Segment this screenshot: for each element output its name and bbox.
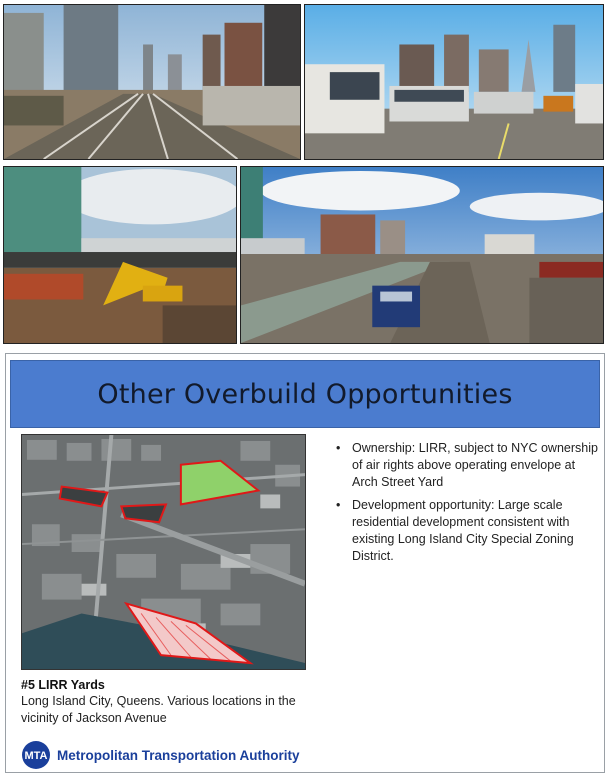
mta-name: Metropolitan Transportation Authority: [57, 747, 300, 763]
bullet-ownership: • Ownership: LIRR, subject to NYC ownership of air rights above operating envelope at Arch Street Yard: [334, 440, 599, 491]
bullet-development: • Development opportunity: Large scale residential development consistent with existing Long Island City Special Zoning District.: [334, 497, 599, 565]
svg-text:MTA: MTA: [24, 750, 48, 762]
opportunity-panel: [5, 353, 605, 773]
rail-yard-photo: [240, 166, 604, 344]
panel-title: Other Overbuild Opportunities: [97, 378, 513, 410]
title-banner: [10, 360, 600, 428]
rail-tracks-photo: [3, 4, 301, 160]
site-title: #5 LIRR Yards: [21, 678, 105, 692]
opportunity-bullets: [334, 440, 599, 571]
bus-depot-photo: [304, 4, 604, 160]
site-description: Long Island City, Queens. Various locations in the vicinity of Jackson Avenue: [21, 694, 296, 725]
site-aerial-map: [21, 434, 306, 670]
mta-logo-icon: [21, 740, 51, 770]
mta-logo: [21, 740, 300, 770]
construction-site-photo: [3, 166, 237, 344]
